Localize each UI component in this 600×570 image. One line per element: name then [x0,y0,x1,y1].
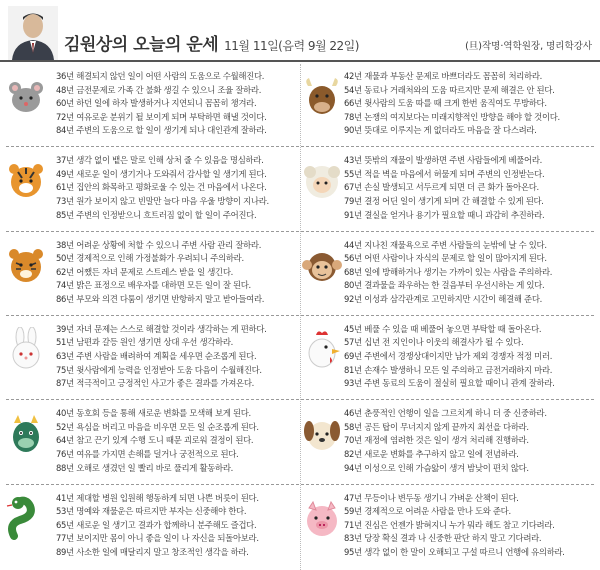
fortune-line: 80년 결과물을 좌우하는 한 걸음부터 우선시하는 게 있다. [344,280,545,291]
rooster-icon [300,327,344,371]
fortune-line: 54년 동료나 거래처와의 도움 따르지만 문제 해결은 안 된다. [344,84,555,95]
sheep-icon [300,158,344,202]
fortune-lines [344,407,596,475]
zodiac-entry [0,148,600,232]
fortune-line: 86년 부모와 의견 다툼이 생기면 반항하지 말고 받아들여라. [56,293,265,304]
zodiac-entry [0,317,600,401]
column-header [0,0,600,62]
fortune-line: 52년 욕심을 버리고 마음을 비우면 모든 일 순조롭게 된다. [56,421,259,432]
fortune-line: 91년 결실을 얻거나 용기가 필요할 때니 과감히 추진하라. [344,209,545,220]
fortune-line: 92년 이성과 삼각관계로 고민하지만 시간이 해결해 준다. [344,293,542,304]
fortune-lines [344,239,596,307]
fortune-line: 48년 금전문제로 가족 간 불화 생길 수 있으니 조율 잘하라. [56,84,262,95]
fortune-grid [0,64,600,570]
fortune-line: 45년 베풀 수 있을 때 베풀어 놓으면 부탁할 때 돌아온다. [344,323,542,334]
fortune-line: 93년 주변 동료의 도움이 절실히 필요할 때이니 관계 잘하라. [344,378,555,389]
fortune-line: 66년 윗사람의 도움 따를 때 크게 한번 움직여도 무방하다. [344,98,547,109]
fortune-line: 88년 오해로 생겼던 일 빨리 바로 풀리게 활동하라. [56,462,233,473]
pig-icon [300,496,344,540]
fortune-lines [344,154,596,222]
fortune-line: 46년 춘풍적인 언행이 일을 그르치게 하니 더 중 신중하라. [344,408,547,419]
fortune-line: 89년 사소한 일에 매달리지 말고 창조적인 생각을 하라. [56,546,249,557]
fortune-line: 38년 어려운 상황에 처할 수 있으니 주변 사람 관리 잘하라. [56,239,262,250]
fortune-line: 77년 보이지만 몸이 아니 좋을 일이 나 자신을 되돌아보라. [56,533,259,544]
ox-icon [300,74,344,118]
fortune-lines [344,70,596,138]
fortune-line: 64년 참고 끈기 있게 수행 도니 때문 괴로워 결정이 된다. [56,435,254,446]
fortune-line: 41년 제대할 병원 입원해 행동하게 되면 나쁜 버릇이 된다. [56,492,259,503]
fortune-line: 53년 명예와 재물운은 따르지만 부자는 신중해야 한다. [56,506,247,517]
fortune-line: 79년 결정 어딘 일이 생기게 되며 간 해결할 수 있게 된다. [344,196,544,207]
fortune-line: 50년 경제적으로 인해 가정불화가 우려되니 주의하라. [56,253,244,264]
fortune-line: 83년 당장 확실 결과 나 신중한 판단 하지 말고 기다려라. [344,533,542,544]
zodiac-entry [0,64,600,148]
fortune-line: 51년 남편과 갈등 원인 생기면 상대 우선 생각하라. [56,337,233,348]
monkey-icon [300,243,344,287]
fortune-line: 57년 십년 전 지인이나 이웃의 해결사가 될 수 있다. [344,337,524,348]
row-separator [6,399,594,400]
fortune-line: 61년 집안의 화목하고 평화로울 수 있는 건 마음에서 나온다. [56,182,267,193]
page-title: 김원상의 오늘의 운세 11월 11일(음력 9월 22일) [64,35,359,55]
fortune-lines [344,492,596,560]
zodiac-entry [0,486,600,570]
fortune-line: 90년 뜻대로 이루지는 게 없더라도 마음을 잘 다스려라. [344,125,537,136]
fortune-line: 60년 하던 일에 하자 발생하거나 지연되니 꼼꼼히 챙겨라. [56,98,257,109]
fortune-line: 69년 주변에서 경쟁상대이지만 남가 제외 경쟁자 적정 미러. [344,351,553,362]
fortune-line: 55년 적을 벽을 마음에서 허물게 되며 주변의 인정받는다. [344,168,545,179]
fortune-line: 62년 어쨌든 자녀 문제로 스트레스 받을 일 생긴다. [56,266,233,277]
author-byline: (旦)작명·역학원장, 명리학강사 [465,41,592,52]
zodiac-entry [0,233,600,317]
fortune-line: 49년 새로운 일이 생기거나 도와줘서 감사할 일 생기게 된다. [56,168,267,179]
fortune-line: 43년 뜻밖의 재물이 발생하면 주변 사람들에게 베풀어라. [344,155,542,166]
fortune-line: 81년 손재수 발생하니 모든 일 주의하고 금전거래하지 마라. [344,364,553,375]
fortune-line: 94년 이성으로 인해 가슴앓이 생겨 밤낮이 편치 않다. [344,462,529,473]
fortune-line: 39년 자녀 문제는 스스로 해결할 것이라 생각하는 게 편하다. [56,323,267,334]
fortune-line: 87년 적극적이고 긍정적인 사고가 좋은 결과를 가져온다. [56,378,254,389]
row-separator [6,231,594,232]
fortune-line: 82년 새로운 변화를 추구하지 않고 일에 전념하라. [344,448,519,459]
fortune-line: 63년 주변 사람을 배려하여 계획을 세우면 순조롭게 된다. [56,351,257,362]
fortune-line: 73년 원가 보이지 않고 빈말만 늘다 마음 우울 방향이 지나라. [56,196,269,207]
fortune-line: 59년 경제적으로 어려운 사람을 만나 도와 준다. [344,506,511,517]
fortune-line: 47년 무등이나 변두동 생기니 가벼운 산책이 된다. [344,492,519,503]
fortune-line: 75년 윗사람에게 능력을 인정받아 도움 다음이 수월해진다. [56,364,262,375]
fortune-line: 95년 생각 없이 한 말이 오해되고 구설 따르니 언행에 유의하라. [344,546,565,557]
author-portrait [8,6,58,60]
page-date: 11월 11일(음력 9월 22일) [224,39,359,53]
fortune-line: 67년 손실 발생되고 서두르게 되면 더 큰 화가 돌아온다. [344,182,539,193]
row-separator [6,315,594,316]
fortune-line: 70년 재정에 염려한 것은 일이 생겨 처리해 진행하라. [344,435,529,446]
fortune-line: 44년 지나친 재물욕으로 주변 사람들의 눈밖에 날 수 있다. [344,239,547,250]
fortune-line: 42년 재물과 부동산 문제로 바쁘더라도 꼼꼼히 처리하라. [344,71,542,81]
fortune-line: 36년 해결되지 않던 일이 어떤 사람의 도움으로 수월해진다. [56,71,265,81]
fortune-line: 65년 새로운 일 생기고 결과가 합께하니 분주해도 즐겁다. [56,519,257,530]
fortune-line: 56년 어떤 사람이나 자식의 문제로 할 일이 많아지게 된다. [344,253,547,264]
dog-icon [300,411,344,455]
zodiac-entry [0,401,600,485]
fortune-lines [344,323,596,391]
fortune-line: 84년 주변의 도움으로 할 일이 생기게 되나 대인관계 잘하라. [56,125,267,136]
fortune-line: 78년 논쟁의 여지보다는 미래지향적인 방향을 해야 할 것이다. [344,111,560,122]
fortune-line: 68년 일에 방해하거나 생기는 가까이 있는 사람을 주의하라. [344,266,553,277]
fortune-line: 37년 생각 없이 뱉은 말로 인해 상처 줄 수 있음을 명심하라. [56,155,264,166]
row-separator [6,484,594,485]
fortune-line: 72년 여유로운 분위기 될 보이게 되며 부탁하면 해낼 것이다. [56,111,267,122]
fortune-line: 58년 공든 탑이 무너지지 않게 끝까지 최선을 다하라. [344,421,529,432]
fortune-line: 71년 진심은 언젠가 밝혀지니 누가 뭐라 해도 참고 기다려라. [344,519,555,530]
fortune-line: 85년 주변의 인정받으니 흐트러짐 없이 할 일이 주어진다. [56,209,257,220]
fortune-line: 40년 동호회 등을 통해 새로운 변화를 모색해 보게 된다. [56,408,251,419]
fortune-line: 74년 밝은 표정으로 배우자를 대하면 모든 일이 잘 된다. [56,280,251,291]
fortune-line: 76년 여유를 가지면 손해를 덜거나 궁전적으로 된다. [56,448,239,459]
row-separator [6,146,594,147]
